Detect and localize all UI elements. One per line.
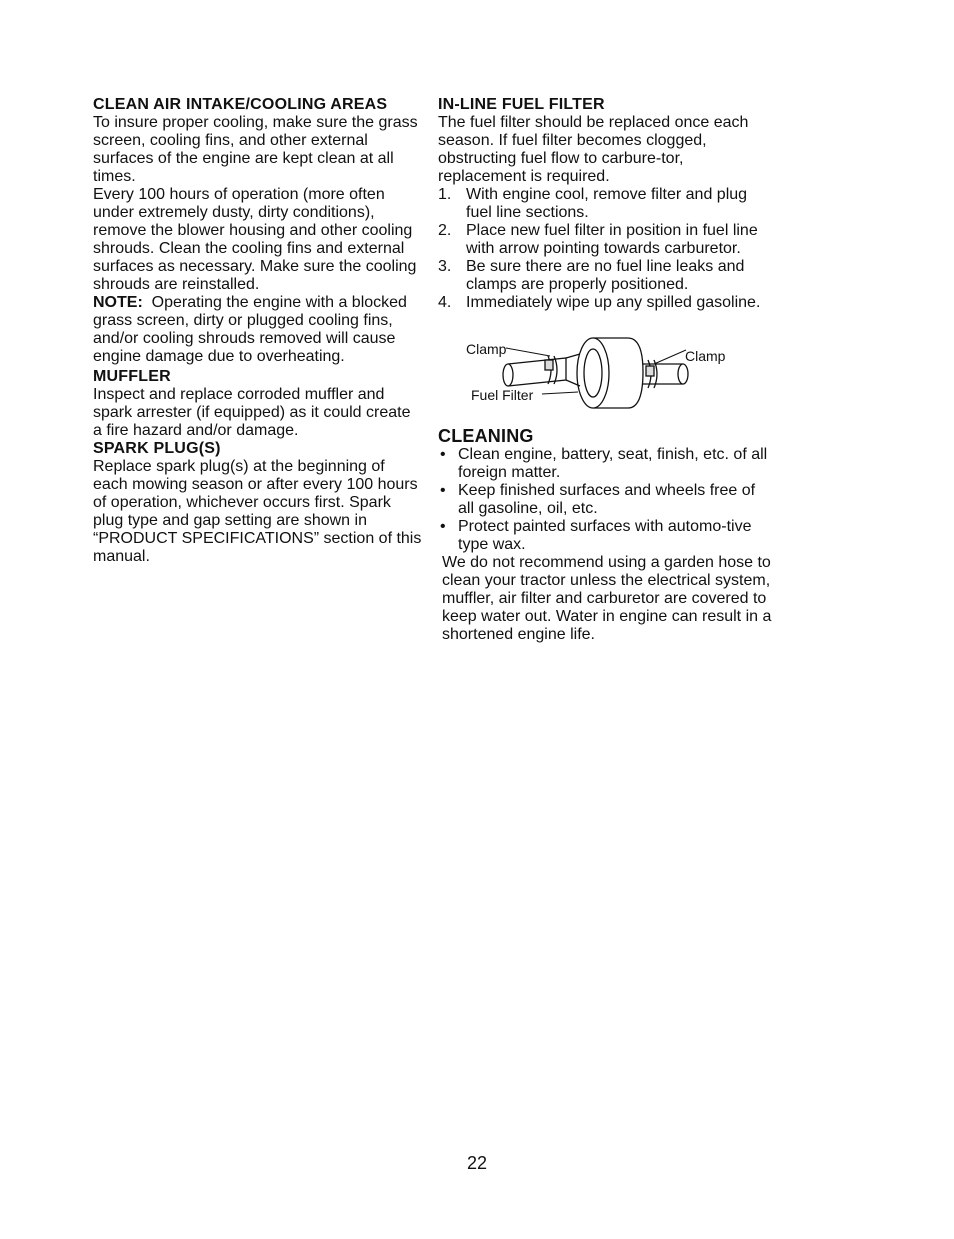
bullet-icon: • — [440, 518, 446, 535]
fuel-line-right-end — [678, 364, 688, 384]
list-item — [438, 258, 773, 294]
page-number: 22 — [466, 1153, 488, 1173]
step-number: 1. — [438, 186, 452, 203]
list-item — [438, 186, 773, 222]
cleaning-text: We do not recommend using a garden hose to clean your tractor unless the electrical system, muffler, air filter and carburetor are covered to keep water out. Water in engine can result in a shortened engine life. — [442, 554, 772, 643]
clean-air-note — [93, 294, 423, 366]
list-item — [438, 518, 773, 554]
muffler-heading: MUFFLER — [93, 368, 171, 385]
note-text: Operating the engine with a blocked grass screen, dirty or plugged cooling fins, and/or cooling shrouds removed will cause engine damage due to overheating. — [93, 294, 407, 365]
fuel-line-left-end — [503, 364, 513, 386]
muffler-text: Inspect and replace corroded muffler and spark arrester (if equipped) as it could create a fire hazard and/or damage. — [93, 386, 411, 439]
leader-clamp-right — [654, 350, 686, 364]
bullet-text: Keep finished surfaces and wheels free of all gasoline, oil, etc. — [458, 482, 756, 517]
list-item — [438, 222, 773, 258]
step-number: 3. — [438, 258, 452, 275]
bullet-text: Clean engine, battery, seat, finish, etc. of all foreign matter. — [458, 446, 768, 481]
step-text: Immediately wipe up any spilled gasoline. — [466, 294, 761, 311]
spark-plug-heading: SPARK PLUG(S) — [93, 440, 221, 457]
clamp-left-label: Clamp — [466, 341, 507, 357]
spark-plug-text: Replace spark plug(s) at the beginning of each mowing season or after every 100 hours of operation, whichever occurs first. Spark plug type and gap setting are shown in “PRODUCT SPECIFICATIONS” section of this manual. — [93, 458, 422, 565]
list-item — [438, 482, 773, 518]
leader-clamp-left — [506, 348, 550, 356]
list-item — [438, 446, 773, 482]
right-column — [438, 96, 773, 644]
clean-air-heading: CLEAN AIR INTAKE/COOLING AREAS — [93, 96, 388, 113]
fuel-filter-figure — [438, 334, 738, 418]
clamp-right-tab — [646, 366, 654, 376]
leader-fuel-filter — [542, 392, 578, 394]
bullet-icon: • — [440, 482, 446, 499]
cleaning-bullets — [438, 446, 773, 554]
step-text: With engine cool, remove filter and plug fuel line sections. — [466, 186, 748, 221]
bullet-text: Protect painted surfaces with automo-tive type wax. — [458, 518, 752, 553]
fuel-filter-steps — [438, 186, 773, 312]
fuel-filter-intro: The fuel filter should be replaced once each season. If fuel filter becomes clogged, obstructing fuel flow to carbure-tor, replacement is required. — [438, 114, 749, 185]
step-number: 4. — [438, 294, 452, 311]
cleaning-heading: CLEANING — [438, 426, 534, 446]
fuel-filter-label: Fuel Filter — [471, 387, 534, 403]
left-column — [93, 96, 423, 566]
list-item — [438, 294, 773, 312]
fuel-filter-heading: IN-LINE FUEL FILTER — [438, 96, 605, 113]
clamp-right-label: Clamp — [685, 348, 726, 364]
clean-air-para2: Every 100 hours of operation (more often under extremely dusty, dirty conditions), remove the blower housing and other cooling shrouds. Clean the cooling fins and external surfaces as necessary. Make sure the cooling shrouds are reinstalled. — [93, 186, 417, 293]
clamp-left-tab — [545, 360, 553, 370]
step-text: Be sure there are no fuel line leaks and clamps are properly positioned. — [466, 258, 745, 293]
bullet-icon: • — [440, 446, 446, 463]
step-text: Place new fuel filter in position in fuel line with arrow pointing towards carburetor. — [466, 222, 758, 257]
note-label: NOTE: — [93, 294, 143, 311]
step-number: 2. — [438, 222, 452, 239]
clean-air-para1: To insure proper cooling, make sure the grass screen, cooling fins, and other external surfaces of the engine are kept clean at all times. — [93, 114, 418, 185]
